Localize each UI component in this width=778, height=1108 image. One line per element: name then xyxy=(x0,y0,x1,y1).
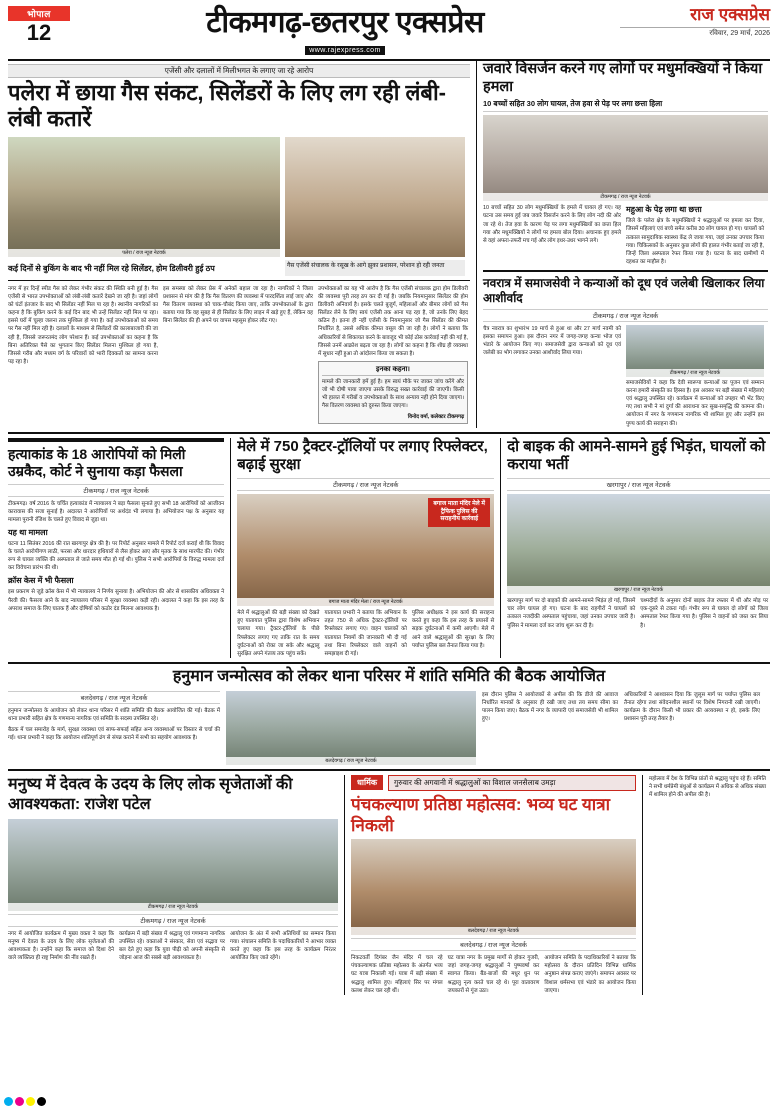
lead-kicker: एजेंसी और दलालों में मिलीभगत के लगाए जा रहे आरोप xyxy=(8,64,470,78)
navratra-headline: नवरात्र में समाजसेवी ने कन्याओं को दूध एवं जलेबी खिलाकर लिया आशीर्वाद xyxy=(483,276,765,306)
story-rajesh xyxy=(8,775,338,995)
lead-quote-attr: विनोद वर्मा, कलेक्टर टीकमगढ़ xyxy=(407,414,464,421)
tractor-body-b: यातायात प्रभारी ने बताया कि अभियान के तहत 750 से अधिक ट्रैक्टर-ट्रॉलियों पर रिफ्लेक्टर लगाए गए। वाहन चालकों को यातायात नियमों की जानकारी भी दी गई तथा बिना रिफ्लेक्टर वाले वाहनों को समझाइश दी गई। xyxy=(324,610,407,657)
lead-photo-row xyxy=(8,137,470,257)
hanuman-headline: हनुमान जन्मोत्सव को लेकर थाना परिसर में शांति समिति की बैठक आयोजित xyxy=(172,667,606,685)
panch-photo xyxy=(351,839,636,935)
bee-subhead-2: महुआ के पेड़ लगा था छत्ता xyxy=(626,205,702,215)
tractor-body-c: पुलिस अधीक्षक ने इस कार्य की सराहना करते हुए कहा कि इस तरह के प्रयासों से सड़क दुर्घटनाओं में कमी आएगी। मेले में आने वाले श्रद्धालुओं की सुरक्षा के लिए पर्याप्त पुलिस बल तैनात किया गया है। xyxy=(411,610,495,649)
hanuman-photo-caption: बलदेवगढ़ / राज न्यूज नेटवर्क xyxy=(226,757,476,765)
middle-section xyxy=(8,432,770,658)
lead-photo2-caption: गैस एजेंसी संचालक के रसूख के आगे झुका प्रशासन, परेशान हो रही जनता xyxy=(285,260,465,276)
page-number: 12 xyxy=(26,20,52,45)
bee-byline: टीकमगढ़ / राज न्यूज नेटवर्क xyxy=(483,193,768,201)
court-headline: हत्याकांड के 18 आरोपियों को मिली उम्रकैद, कोर्ट ने सुनाया कड़ा फैसला xyxy=(8,445,186,480)
court-divider xyxy=(8,438,224,442)
cmyk-black xyxy=(37,1097,46,1106)
court-subhead-2: क्रॉस केस में भी फैसला xyxy=(8,576,74,586)
court-body-a: टीकमगढ़। वर्ष 2016 के चर्चित हत्याकांड में न्यायालय ने बड़ा फैसला सुनाते हुए सभी 18 आरोपियों को आजीवन कारावास की सजा सुनाई है। अदालत ने आरोपियों पर अर्थदंड भी लगाया है। अभियोजन पक्ष के अनुसार यह मामला पुरानी रंजिश के चलते हुए विवाद से जुड़ा था। xyxy=(8,500,225,523)
navratra-body-a: चैत्र नवरात्र का शुभारंभ 19 मार्च से हुआ था और 27 मार्च नवमी को इसका समापन हुआ। इस दौरान नगर में जगह-जगह कन्या भोज एवं भंडारे के आयोजन किए गए। समाजसेवी द्वारा कन्याओं को दूध एवं जलेबी का भोग लगाकर उनका आशीर्वाद लिया गया। xyxy=(483,326,621,357)
hanuman-body-c: इस दौरान पुलिस ने आयोजकों से अपील की कि डीजे की आवाज निर्धारित मानकों के अनुसार ही रखी जाए तथा तय समय सीमा का पालन किया जाए। बैठक में नगर के व्यापारी एवं समाजसेवी भी शामिल हुए। xyxy=(482,691,618,723)
bike-photo-caption: खरगापुर / राज न्यूज नेटवर्क xyxy=(507,586,770,594)
cmyk-registration-marks xyxy=(4,1097,46,1106)
bee-subhead: 10 बच्चों सहित 30 लोग घायल, तेज हवा से पेड़ पर लगा छत्ता हिला xyxy=(483,99,768,112)
cmyk-cyan xyxy=(4,1097,13,1106)
website-url[interactable]: www.rajexpress.com xyxy=(305,46,384,55)
lead-quote-box xyxy=(318,361,468,424)
tractor-badge: बगाज माता मंदिर मेले में ट्रैफिक पुलिस की सराहनीय कार्रवाई xyxy=(428,498,490,527)
lead-quote-title: इनका कहना। xyxy=(322,365,464,376)
bee-body-b: जिले के पलेरा क्षेत्र के मधुमक्खियों ने श्रद्धालुओं पर हमला कर दिया, जिसमें महिलाएं एवं बच्चे समेत करीब 30 लोग घायल हो गए। घायलों को तत्काल सामुदायिक स्वास्थ्य केंद्र ले जाया गया, जहां उनका उपचार किया गया। चिकित्सकों के अनुसार कुछ लोगों की हालत गंभीर बताई जा रही है, जिन्हें जिला अस्पताल रेफर किया गया है। घटना के बाद ग्रामीणों में दहशत का माहौल है। xyxy=(626,218,764,265)
masthead xyxy=(8,6,770,61)
hanuman-row xyxy=(8,691,770,765)
tractor-body-row xyxy=(237,609,494,658)
story-bike xyxy=(500,438,770,658)
bike-body-a: खरगापुर मार्ग पर दो बाइकों की आमने-सामने भिड़ंत हो गई, जिसमें चार लोग घायल हो गए। घटना के बाद राहगीरों ने घायलों को तत्काल नजदीकी अस्पताल पहुंचाया, जहां उनका उपचार जारी है। पुलिस ने मामला दर्ज कर जांच शुरू कर दी है। xyxy=(507,598,636,629)
court-byline: टीकमगढ़ / राज न्यूज नेटवर्क xyxy=(8,484,224,497)
lead-body-2-wrap xyxy=(163,285,313,424)
lead-story xyxy=(8,61,470,428)
brand-logo: राज एक्सप्रेस xyxy=(690,5,770,24)
lead-body-2: इस समस्या को लेकर प्रेस में अनेकों बहाल जा रहा है। नागरिकों ने जिला प्रशासन से मांग की है कि गैस वितरण की व्यवस्था में पारदर्शिता लाई जाए और गैस वितरण व्यवस्था को चाक-चौबंद किया जाए, ताकि उपभोक्ताओं के द्वारा बताया गया कि वह सुबह से ही सिलेंडर के लिए लाइन में खड़े हुए हैं, लेकिन वह बिना सिलेंडर की ही अपने घर वापस महसूस होकर लौट गए। xyxy=(163,285,313,325)
lead-body-row xyxy=(8,285,470,424)
section-tag-dharmik: धार्मिक xyxy=(351,775,383,790)
story-panchkalyanak xyxy=(344,775,636,995)
edition-box xyxy=(8,6,70,44)
court-body-b: घटना 11 सितंबर 2016 की रात खरगापुर क्षेत्र की है। पर रिपोर्ट अनुसार मामले में रिपोर्ट दर्ज कराई थी कि विवाद के चलते आरोपीगण लाठी, फरसा और धारदार हथियारों से लैस होकर आए और मृतक के साथ मारपीट की। गंभीर रूप से घायल व्यक्ति की अस्पताल ले जाते समय मौत हो गई थी। पुलिस ने सभी आरोपियों के विरुद्ध मामला दर्ज कर विवेचना प्रारंभ की थी। xyxy=(8,541,225,572)
hanuman-body-b: बैठक में चल समारोह के मार्ग, सुरक्षा व्यवस्था एवं साफ-सफाई सहित अन्य व्यवस्थाओं पर विस्तार से चर्चा की गई। थाना प्रभारी ने कहा कि आयोजन शांतिपूर्ण ढंग से संपन्न कराने में सभी का सहयोग आवश्यक है। xyxy=(8,726,220,742)
lead-photo1-caption: पलेरा / राज न्यूज नेटवर्क xyxy=(8,249,280,257)
tractor-body-a: मेले में श्रद्धालुओं की बड़ी संख्या को देखते हुए यातायात पुलिस द्वारा विशेष अभियान चलाया गया। ट्रैक्टर-ट्रॉलियों के पीछे रिफ्लेक्टर लगाए गए ताकि रात के समय दुर्घटनाओं को रोका जा सके और श्रद्धालु सुरक्षित अपने गंतव्य तक पहुंच सकें। xyxy=(237,610,320,657)
lead-headline: पलेरा में छाया गैस संकट, सिलेंडरों के लिए लग रही लंबी-लंबी कतारें xyxy=(8,80,447,131)
lead-photo-agency xyxy=(285,137,465,257)
hanuman-byline: बलदेवगढ़ / राज न्यूज नेटवर्क xyxy=(8,691,220,704)
story-navratra xyxy=(483,276,768,428)
story-tractor xyxy=(230,438,494,658)
rajesh-body-b: कार्यक्रम में बड़ी संख्या में श्रद्धालु एवं गणमान्य नागरिक उपस्थित रहे। वक्ताओं ने संस्कार, सेवा एवं सद्भाव पर बल देते हुए कहा कि युवा पीढ़ी को अपनी संस्कृति से जोड़ना आज की सबसे बड़ी आवश्यकता है। xyxy=(119,930,225,962)
court-subhead-1: यह था मामला xyxy=(8,528,48,538)
bee-headline: जवारे विसर्जन करने गए लोगों पर मधुमक्खियों ने किया हमला xyxy=(483,61,763,95)
edition-label: भोपाल xyxy=(8,6,70,21)
navratra-photo xyxy=(626,325,764,377)
lead-subhead-1: कई दिनों से बुकिंग के बाद भी नहीं मिल रहे सिलेंडर, होम डिलीवरी हुई ठप xyxy=(8,263,215,273)
bee-photo xyxy=(483,115,768,201)
cmyk-yellow xyxy=(26,1097,35,1106)
panch-body-d: महोत्सव में देश के विभिन्न प्रांतों से श्रद्धालु पहुंच रहे हैं। समिति ने सभी धर्मप्रेमी बंधुओं से कार्यक्रम में अधिक से अधिक संख्या में शामिल होने की अपील की है। xyxy=(649,775,766,798)
lead-body-3-wrap xyxy=(318,285,468,424)
rajesh-body-row xyxy=(8,930,338,962)
bee-body-row xyxy=(483,204,768,266)
tractor-headline: मेले में 750 ट्रैक्टर-ट्रॉलियों पर लगाए रिफ्लेक्टर, बढ़ाई सुरक्षा xyxy=(237,437,488,474)
story-court xyxy=(8,438,224,658)
lead-quote-text: मामले की जानकारी हमें हुई है। हम स्वयं मौके पर जाकर जांच करेंगे और जो भी दोषी पाया जाएगा उसके विरुद्ध सख्त कार्रवाई की जाएगी। किसी भी हालत में गरीबों व उपभोक्ताओं के साथ अन्याय नहीं होने दिया जाएगा। गैस वितरण व्यवस्था को दुरुस्त किया जाएगा। xyxy=(322,378,464,410)
bike-body-row xyxy=(507,597,770,629)
hanuman-body-d: अधिकारियों ने आश्वासन दिया कि जुलूस मार्ग पर पर्याप्त पुलिस बल तैनात रहेगा तथा संवेदनशील स्थानों पर विशेष निगरानी रखी जाएगी। कार्यक्रम के दौरान किसी भी प्रकार की अव्यवस्था न हो, इसके लिए प्रशासन पूरी तरह तैयार है। xyxy=(624,691,760,723)
hanuman-photo xyxy=(226,691,476,765)
navratra-photo-caption: टीकमगढ़ / राज न्यूज नेटवर्क xyxy=(626,369,764,377)
top-section xyxy=(8,61,770,428)
bee-body-a: 10 बच्चों सहित 30 लोग मधुमक्खियों के हमले में घायल हो गए। यह घटना उस समय हुई जब जवारे विसर्जन करने के लिए लोग नदी की ओर जा रहे थे। तेज हवा के कारण पेड़ पर लगा मधुमक्खियों का छत्ता हिल गया और मधुमक्खियों ने लोगों पर हमला बोल दिया। अचानक हुए हमले से वहां अफरा-तफरी मच गई और लोग इधर-उधर भागने लगे। xyxy=(483,205,621,244)
navratra-right xyxy=(626,325,764,428)
bike-body-b: चश्मदीदों के अनुसार दोनों बाइक तेज रफ्तार में थीं और मोड़ पर एक-दूसरे से टकरा गईं। गंभीर रूप से घायल दो लोगों को जिला अस्पताल रेफर किया गया है। पुलिस ने वाहनों को जब्त कर लिया है। xyxy=(640,598,769,629)
masthead-right xyxy=(620,6,770,38)
rajesh-photo xyxy=(8,819,338,911)
page-title: टीकमगढ़-छतरपुर एक्सप्रेस xyxy=(206,6,484,39)
panch-body-a: निकटवर्ती दिगंबर जैन मंदिर में चल रहे पंचकल्याणक प्रतिष्ठा महोत्सव के अंतर्गत भव्य घट यात्रा निकाली गई। यात्रा में बड़ी संख्या में श्रद्धालु शामिल हुए। महिलाएं सिर पर मंगल कलश लेकर चल रही थीं। xyxy=(351,955,443,994)
tractor-photo xyxy=(237,494,494,606)
panch-photo-caption: बलदेवगढ़ / राज न्यूज नेटवर्क xyxy=(351,927,636,935)
panch-body-c: आयोजन समिति के पदाधिकारियों ने बताया कि महोत्सव के दौरान प्रतिदिन विभिन्न धार्मिक अनुष्ठान संपन्न कराए जाएंगे। समापन अवसर पर विशाल धर्मसभा एवं भंडारे का आयोजन किया जाएगा। xyxy=(544,955,637,994)
rajesh-headline: मनुष्य में देवत्व के उदय के लिए लोक सृजेताओं की आवश्यकता: राजेश पटेल xyxy=(8,775,293,813)
rajesh-body-c: आयोजन के अंत में सभी अतिथियों का सम्मान किया गया। संचालन समिति के पदाधिकारियों ने आभार व्यक्त करते हुए कहा कि इस तरह के कार्यक्रम निरंतर आयोजित किए जाते रहेंगे। xyxy=(230,930,336,962)
bike-photo xyxy=(507,494,770,594)
masthead-center xyxy=(70,6,620,57)
story-hanuman xyxy=(8,662,770,765)
lead-body-3: उपभोक्ताओं का यह भी आरोप है कि गैस एजेंसी संचालक द्वारा होम डिलीवरी की व्यवस्था पूरी तरह ठप कर दी गई है। जबकि नियमानुसार सिलेंडर की होम डिलीवरी अनिवार्य है। इसके चलते बुजुर्ग, महिलाओं और बीमार लोगों को गैस सिलेंडर लेने के लिए स्वयं एजेंसी तक आना पड़ रहा है, जो उनके लिए बेहद कठिन है। इतना ही नहीं एजेंसी के नियमानुसार जो गैस सिलेंडर की कीमत निर्धारित है, उससे अधिक कीमत वसूल की जा रही है। लोगों ने बताया कि अधिकारियों से शिकायत करने के बावजूद भी कोई ठोस कार्रवाई नहीं की गई है, जिससे उनमें आक्रोश बढ़ता जा रहा है। लोगों का कहना है कि शीघ्र ही व्यवस्था में सुधार नहीं हुआ तो आंदोलन किया जा सकता है। xyxy=(318,285,468,357)
panch-byline: बलदेवगढ़ / राज न्यूज नेटवर्क xyxy=(351,938,636,951)
bottom-section xyxy=(8,769,770,995)
story-bee-attack xyxy=(483,61,768,266)
panch-body-row xyxy=(351,954,636,995)
right-column xyxy=(476,61,768,428)
panch-extra-column xyxy=(642,775,766,995)
panch-tag-row xyxy=(351,775,636,791)
bike-byline: खरगापुर / राज न्यूज नेटवर्क xyxy=(507,478,770,491)
navratra-row xyxy=(483,325,768,428)
hanuman-left xyxy=(8,691,220,765)
bike-headline: दो बाइक की आमने-सामने हुई भिड़ंत, घायलों को कराया भर्ती xyxy=(507,437,766,474)
cmyk-magenta xyxy=(15,1097,24,1106)
lead-photo-cylinders xyxy=(8,137,280,257)
tractor-photo-caption: बगाज माता मंदिर मेला / राज न्यूज नेटवर्क xyxy=(237,598,494,606)
rajesh-body-a: नगर में आयोजित कार्यक्रम में मुख्य वक्ता ने कहा कि मनुष्य में देवत्व के उदय के लिए लोक सृजेताओं की आवश्यकता है। उन्होंने कहा कि समाज को दिशा देने वाले व्यक्तित्व ही राष्ट्र निर्माण की नींव रखते हैं। xyxy=(8,930,114,962)
rajesh-photo-caption: टीकमगढ़ / राज न्यूज नेटवर्क xyxy=(8,903,338,911)
rajesh-byline: टीकमगढ़ / राज न्यूज नेटवर्क xyxy=(8,914,338,927)
court-body-c: इस प्रकरण से जुड़े क्रॉस केस में भी न्यायालय ने निर्णय सुनाया है। अभियोजन की ओर से शासकीय अधिवक्ता ने पैरवी की। फैसला आने के बाद न्यायालय परिसर में सुरक्षा व्यवस्था कड़ी रही। अदालत ने कहा कि इस तरह के अपराध समाज के लिए घातक हैं और दोषियों को कठोर दंड मिलना आवश्यक है। xyxy=(8,589,225,612)
tractor-byline: टीकमगढ़ / राज न्यूज नेटवर्क xyxy=(237,478,494,491)
bee-body-b-wrap xyxy=(626,204,764,266)
panch-body-b: घट यात्रा नगर के प्रमुख मार्गों से होकर गुजरी, जहां जगह-जगह श्रद्धालुओं ने पुष्पवर्षा कर स्वागत किया। बैंड-बाजों की मधुर धुन पर श्रद्धालु नृत्य करते चल रहे थे। पूरा वातावरण जयकारों से गूंज उठा। xyxy=(447,955,540,994)
panch-headline: पंचकल्याण प्रतिष्ठा महोत्सव: भव्य घट यात्रा निकली xyxy=(351,794,610,835)
panch-tag-strip: गुरुवार की अगवानी में श्रद्धालुओं का विशाल जनसैलाब उमड़ा xyxy=(388,775,636,791)
navratra-byline: टीकमगढ़ / राज न्यूज नेटवर्क xyxy=(483,309,768,322)
lead-body-1: नगर में हर दिन्हें स्पीड गैस को लेकर गंभीर संकट की स्थिति बनी हुई है। गैस एजेंसी से भारत उपभोक्ताओं को लंबी-लंबी कतारें देखने जा रही है। जहां लोगों को घंटों इंतजार के बाद भी सिलेंडर नहीं मिल पा रहा है। स्थानीय नागरिकों का कहना है कि बुकिंग करने के कई दिन बाद भी उन्हें सिलेंडर नहीं मिल पा रहा। इससे घरों में चूल्हा जलना तक मुश्किल हो गया है। कई उपभोक्ताओं को समय पर गैस नहीं मिल रही है। दलालों के माध्यम से सिलेंडरों की कालाबाजारी की जा रही है, जिससे जरूरतमंद लोग परेशान हैं। कई उपभोक्ताओं का कहना है कि बिना अतिरिक्त पैसे का भुगतान किए सिलेंडर मिलना मुश्किल हो गया है, जिससे गरीब और मध्यम वर्ग के परिवारों को भारी दिक्कतों का सामना करना पड़ रहा है। xyxy=(8,285,158,365)
lead-subhead-row xyxy=(8,260,470,276)
hanuman-photo-wrap xyxy=(226,691,476,765)
navratra-body-b: समाजसेवियों ने कहा कि देवी स्वरूपा कन्याओं का पूजन एवं सम्मान करना हमारी संस्कृति का हिस्सा है। इस अवसर पर बड़ी संख्या में महिलाएं एवं श्रद्धालु उपस्थित रहे। कार्यक्रम में कन्याओं को उपहार भी भेंट किए गए तथा सभी ने मां दुर्गा की आराधना कर सुख-समृद्धि की कामना की। आयोजन में नगर के गणमान्य नागरिक भी शामिल हुए और उन्होंने इस पुण्य कार्य की सराहना की। xyxy=(626,380,764,427)
issue-date: रविवार, 29 मार्च, 2026 xyxy=(620,27,770,38)
hanuman-body-a: हनुमान जन्मोत्सव के आयोजन को लेकर थाना परिसर में शांति समिति की बैठक आयोजित की गई। बैठक में थाना प्रभारी सहित क्षेत्र के गणमान्य नागरिक एवं समिति के सदस्य उपस्थित रहे। xyxy=(8,707,220,722)
